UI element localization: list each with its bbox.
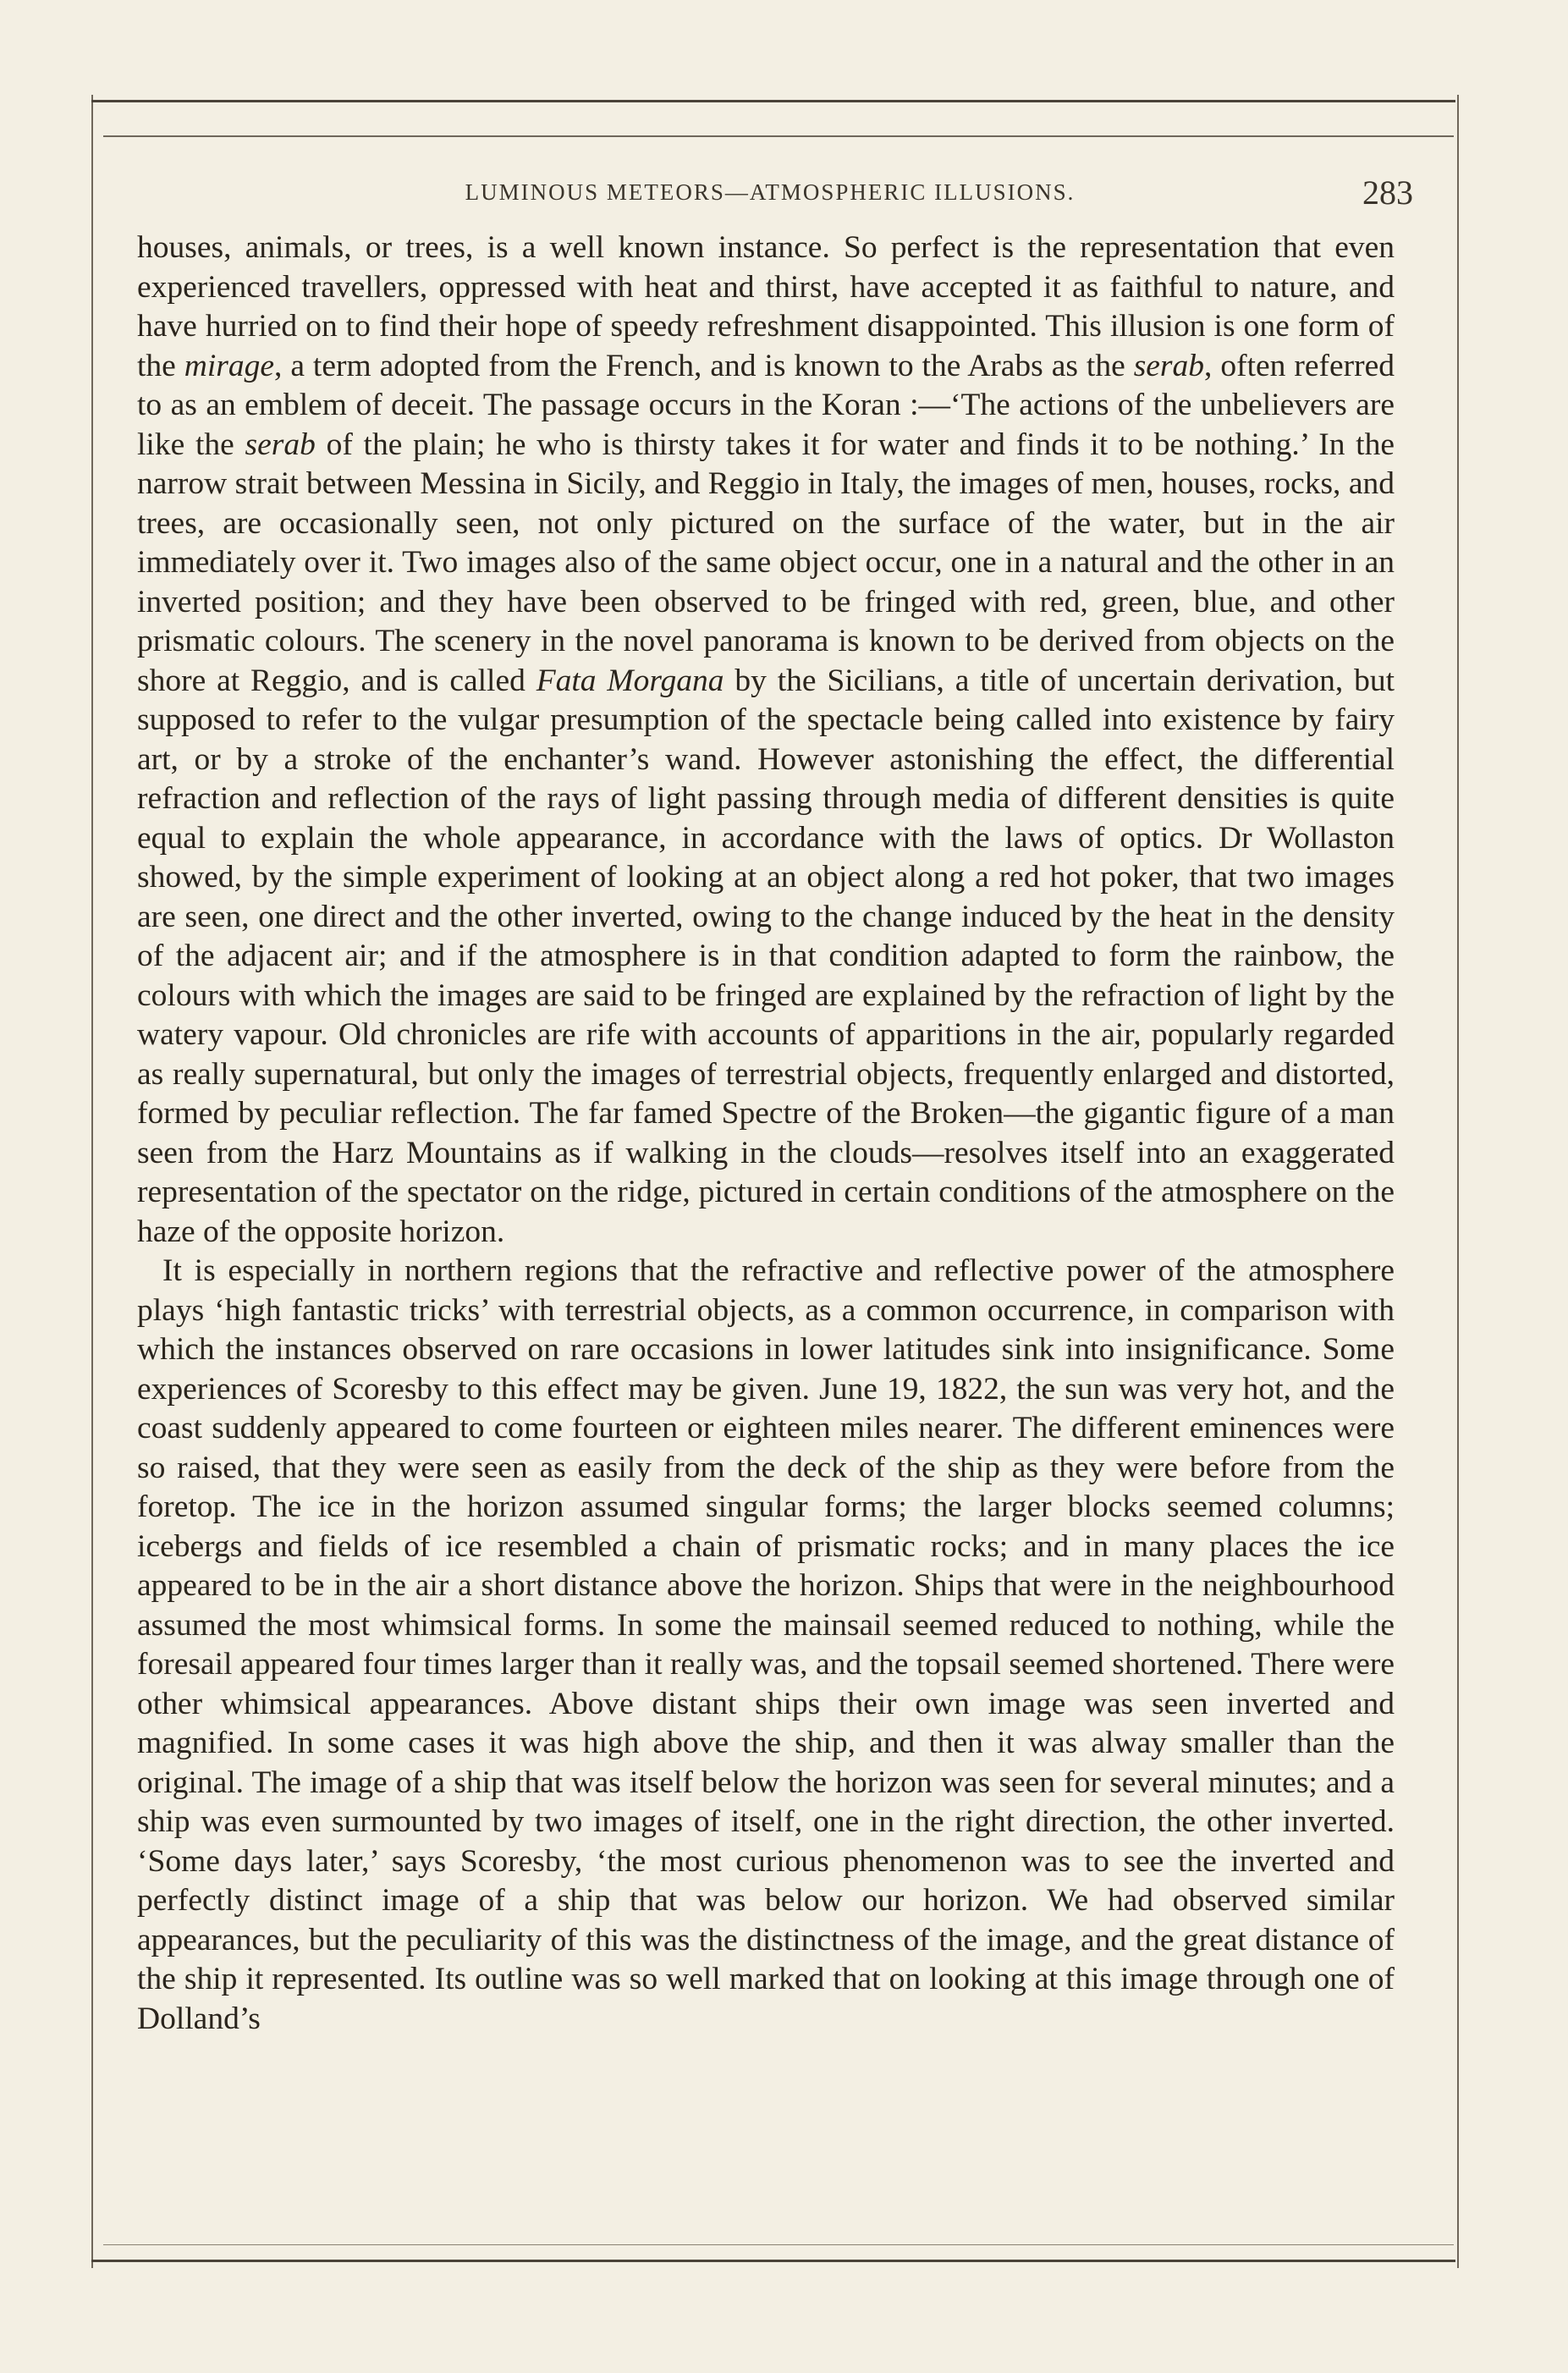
running-head: LUMINOUS METEORS—ATMOSPHERIC ILLUSIONS. (465, 179, 1076, 205)
top-rule (91, 100, 1455, 102)
p1-text-a: houses, animals, or trees, is a well known instance. So perfect is the representation that even experienced travellers, oppressed with heat and thirst, have accepted it as faithful to nature, and have hurried on to find their hope of speedy refreshment disappointed. This illusion is one form of the (137, 230, 1395, 383)
term-fata-morgana: Fata Morgana (536, 663, 724, 698)
term-serab: serab (1133, 348, 1205, 383)
paragraph-1 (137, 228, 1395, 1252)
page-header (127, 168, 1413, 218)
term-serab-quote: serab (245, 427, 316, 462)
term-mirage: mirage (184, 348, 275, 383)
p1-text-c: , often referred to as an emblem of deceit. The passage occurs in the Koran :—‘The actions of the unbelievers are like the (137, 348, 1395, 462)
paragraph-2: It is especially in northern regions that the refractive and reflective power of the atmosphere plays ‘high fantastic tricks’ with terrestrial objects, as a common occurrence, in comparison with which the instances observed on rare occasions in lower latitudes sink into insignificance. Some experiences of Scoresby to this effect may be given. June 19, 1822, the sun was very hot, and the coast suddenly appeared to come fourteen or eighteen miles nearer. The different eminences were so raised, that they were seen as easily from the deck of the ship as they were before from the foretop. The ice in the horizon assumed singular forms; the larger blocks seemed columns; icebergs and fields of ice resembled a chain of prismatic rocks; and in many places the ice appeared to be in the air a short distance above the horizon. Ships that were in the neighbourhood assumed the most whimsical forms. In some the mainsail seemed reduced to nothing, while the foresail appeared four times larger than it really was, and the topsail seemed shortened. There were other whimsical appearances. Above distant ships their own image was seen inverted and magnified. In some cases it was high above the ship, and then it was alway smaller than the original. The image of a ship that was itself below the horizon was seen for several minutes; and a ship was even surmounted by two images of itself, one in the right direction, the other inverted. ‘Some days later,’ says Scoresby, ‘the most curious phenomenon was to see the inverted and perfectly distinct image of a ship that was below our horizon. We had observed similar appearances, but the peculiarity of this was the distinctness of the image, and the great distance of the ship it represented. Its outline was so well marked that on looking at this image through one of Dolland’s (137, 1253, 1395, 2036)
bottom-rule (91, 2260, 1455, 2262)
body-text (137, 228, 1395, 2039)
p1-text-e: by the Sicilians, a title of uncertain derivation, but supposed to refer to the vulgar presumption of the spectacle being called into existence by fairy art, or by a stroke of the enchanter’s wand. However astonishing the effect, the differential refraction and reflection of the rays of light passing through media of different densities is quite equal to explain the whole appearance, in accordance with the laws of optics. Dr Wollaston showed, by the simple experiment of looking at an object along a red hot poker, that two images are seen, one direct and the other inverted, owing to the change induced by the heat in the density of the adjacent air; and if the atmosphere is in that condition adapted to form the rainbow, the colours with which the images are said to be fringed are explained by the refraction of light by the watery vapour. Old chronicles are rife with accounts of apparitions in the air, popularly regarded as really supernatural, but only the images of terrestrial objects, frequently enlarged and distorted, formed by peculiar reflection. The far famed Spectre of the Broken—the gigantic figure of a man seen from the Harz Mountains as if walking in the clouds—resolves itself into an exaggerated representation of the spectator on the ridge, pictured in certain conditions of the atmosphere on the haze of the opposite horizon. (137, 663, 1395, 1249)
page-number: 283 (1362, 173, 1413, 212)
top-inner-rule (103, 135, 1454, 137)
p1-text-d: of the plain; he who is thirsty takes it for water and finds it to be nothing.’ In the narrow strait between Messina in Sicily, and Reggio in Italy, the images of men, houses, rocks, and trees, are occasionally seen, not only pictured on the surface of the water, but in the air immediately over it. Two images also of the same object occur, one in a natural and the other in an inverted position; and they have been observed to be fringed with red, green, blue, and other prismatic colours. The scenery in the novel panorama is known to be derived from objects on the shore at Reggio, and is called (137, 427, 1395, 698)
bottom-inner-rule (103, 2244, 1454, 2245)
p1-text-b: , a term adopted from the French, and is known to the Arabs as the (274, 348, 1134, 383)
